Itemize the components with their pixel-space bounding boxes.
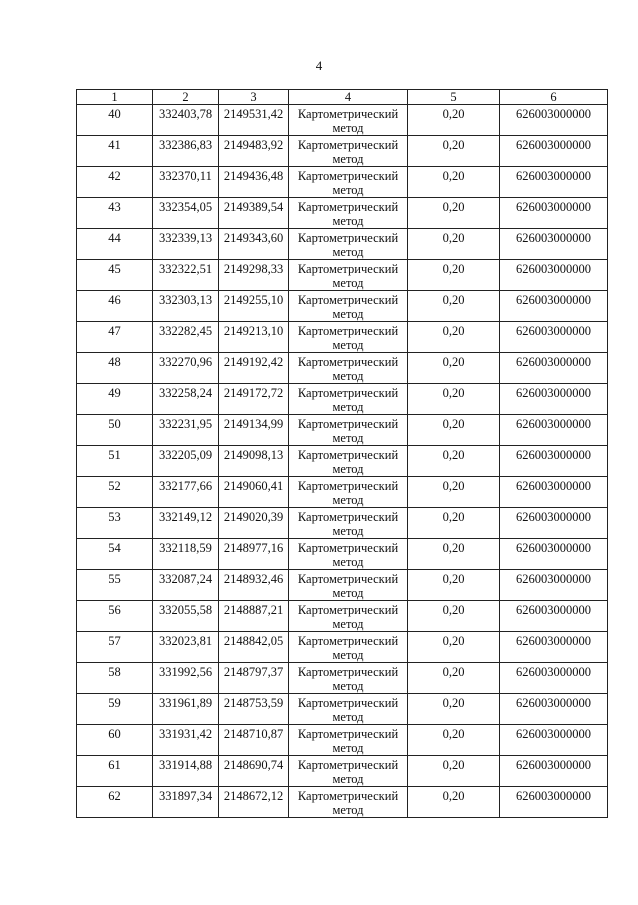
accuracy-cell: 0,20 xyxy=(408,229,500,260)
x-coordinate-cell: 332354,05 xyxy=(153,198,219,229)
header-cell-4: 4 xyxy=(289,90,408,105)
header-row xyxy=(77,90,608,105)
y-coordinate-cell: 2149213,10 xyxy=(219,322,289,353)
table-row xyxy=(77,756,608,787)
code-cell: 626003000000 xyxy=(500,167,608,198)
y-coordinate-cell: 2149060,41 xyxy=(219,477,289,508)
table-row xyxy=(77,601,608,632)
code-cell: 626003000000 xyxy=(500,601,608,632)
code-cell: 626003000000 xyxy=(500,446,608,477)
header-cell-1: 1 xyxy=(77,90,153,105)
accuracy-cell: 0,20 xyxy=(408,322,500,353)
x-coordinate-cell: 332177,66 xyxy=(153,477,219,508)
accuracy-cell: 0,20 xyxy=(408,167,500,198)
method-cell: Картометрический метод xyxy=(289,570,408,601)
code-cell: 626003000000 xyxy=(500,663,608,694)
x-coordinate-cell: 332149,12 xyxy=(153,508,219,539)
y-coordinate-cell: 2149134,99 xyxy=(219,415,289,446)
method-cell: Картометрический метод xyxy=(289,229,408,260)
table-row xyxy=(77,508,608,539)
code-cell: 626003000000 xyxy=(500,291,608,322)
table-row xyxy=(77,136,608,167)
method-cell: Картометрический метод xyxy=(289,322,408,353)
table-row xyxy=(77,198,608,229)
point-number-cell: 43 xyxy=(77,198,153,229)
point-number-cell: 62 xyxy=(77,787,153,818)
table-row xyxy=(77,105,608,136)
method-cell: Картометрический метод xyxy=(289,384,408,415)
code-cell: 626003000000 xyxy=(500,756,608,787)
x-coordinate-cell: 331961,89 xyxy=(153,694,219,725)
y-coordinate-cell: 2149192,42 xyxy=(219,353,289,384)
x-coordinate-cell: 331931,42 xyxy=(153,725,219,756)
y-coordinate-cell: 2149483,92 xyxy=(219,136,289,167)
table-row xyxy=(77,322,608,353)
accuracy-cell: 0,20 xyxy=(408,570,500,601)
code-cell: 626003000000 xyxy=(500,477,608,508)
point-number-cell: 52 xyxy=(77,477,153,508)
page-number: 4 xyxy=(315,58,323,73)
header-cell-3: 3 xyxy=(219,90,289,105)
code-cell: 626003000000 xyxy=(500,136,608,167)
code-cell: 626003000000 xyxy=(500,322,608,353)
method-cell: Картометрический метод xyxy=(289,260,408,291)
accuracy-cell: 0,20 xyxy=(408,756,500,787)
y-coordinate-cell: 2148842,05 xyxy=(219,632,289,663)
point-number-cell: 56 xyxy=(77,601,153,632)
table-row xyxy=(77,570,608,601)
method-cell: Картометрический метод xyxy=(289,415,408,446)
y-coordinate-cell: 2148710,87 xyxy=(219,725,289,756)
method-cell: Картометрический метод xyxy=(289,663,408,694)
accuracy-cell: 0,20 xyxy=(408,601,500,632)
y-coordinate-cell: 2148753,59 xyxy=(219,694,289,725)
y-coordinate-cell: 2149098,13 xyxy=(219,446,289,477)
accuracy-cell: 0,20 xyxy=(408,260,500,291)
point-number-cell: 46 xyxy=(77,291,153,322)
method-cell: Картометрический метод xyxy=(289,601,408,632)
method-cell: Картометрический метод xyxy=(289,632,408,663)
accuracy-cell: 0,20 xyxy=(408,415,500,446)
table-row xyxy=(77,725,608,756)
accuracy-cell: 0,20 xyxy=(408,105,500,136)
x-coordinate-cell: 332055,58 xyxy=(153,601,219,632)
y-coordinate-cell: 2148690,74 xyxy=(219,756,289,787)
method-cell: Картометрический метод xyxy=(289,477,408,508)
method-cell: Картометрический метод xyxy=(289,353,408,384)
y-coordinate-cell: 2148932,46 xyxy=(219,570,289,601)
accuracy-cell: 0,20 xyxy=(408,477,500,508)
point-number-cell: 58 xyxy=(77,663,153,694)
table-row xyxy=(77,446,608,477)
point-number-cell: 45 xyxy=(77,260,153,291)
method-cell: Картометрический метод xyxy=(289,756,408,787)
point-number-cell: 53 xyxy=(77,508,153,539)
code-cell: 626003000000 xyxy=(500,105,608,136)
x-coordinate-cell: 332339,13 xyxy=(153,229,219,260)
table-row xyxy=(77,787,608,818)
code-cell: 626003000000 xyxy=(500,384,608,415)
table-row xyxy=(77,632,608,663)
x-coordinate-cell: 332303,13 xyxy=(153,291,219,322)
point-number-cell: 48 xyxy=(77,353,153,384)
accuracy-cell: 0,20 xyxy=(408,136,500,167)
point-number-cell: 41 xyxy=(77,136,153,167)
point-number-cell: 51 xyxy=(77,446,153,477)
x-coordinate-cell: 332370,11 xyxy=(153,167,219,198)
point-number-cell: 47 xyxy=(77,322,153,353)
table-row xyxy=(77,353,608,384)
x-coordinate-cell: 332087,24 xyxy=(153,570,219,601)
x-coordinate-cell: 332282,45 xyxy=(153,322,219,353)
accuracy-cell: 0,20 xyxy=(408,787,500,818)
point-number-cell: 55 xyxy=(77,570,153,601)
x-coordinate-cell: 332118,59 xyxy=(153,539,219,570)
point-number-cell: 54 xyxy=(77,539,153,570)
method-cell: Картометрический метод xyxy=(289,694,408,725)
accuracy-cell: 0,20 xyxy=(408,725,500,756)
y-coordinate-cell: 2149298,33 xyxy=(219,260,289,291)
x-coordinate-cell: 332258,24 xyxy=(153,384,219,415)
x-coordinate-cell: 332322,51 xyxy=(153,260,219,291)
y-coordinate-cell: 2148977,16 xyxy=(219,539,289,570)
method-cell: Картометрический метод xyxy=(289,446,408,477)
table-row xyxy=(77,260,608,291)
accuracy-cell: 0,20 xyxy=(408,291,500,322)
method-cell: Картометрический метод xyxy=(289,787,408,818)
table-row xyxy=(77,167,608,198)
accuracy-cell: 0,20 xyxy=(408,198,500,229)
x-coordinate-cell: 332205,09 xyxy=(153,446,219,477)
x-coordinate-cell: 332403,78 xyxy=(153,105,219,136)
table-row xyxy=(77,291,608,322)
table-row xyxy=(77,384,608,415)
y-coordinate-cell: 2148672,12 xyxy=(219,787,289,818)
point-number-cell: 49 xyxy=(77,384,153,415)
y-coordinate-cell: 2149172,72 xyxy=(219,384,289,415)
code-cell: 626003000000 xyxy=(500,229,608,260)
accuracy-cell: 0,20 xyxy=(408,694,500,725)
table-row xyxy=(77,539,608,570)
x-coordinate-cell: 331914,88 xyxy=(153,756,219,787)
point-number-cell: 40 xyxy=(77,105,153,136)
accuracy-cell: 0,20 xyxy=(408,446,500,477)
table-row xyxy=(77,415,608,446)
header-cell-2: 2 xyxy=(153,90,219,105)
y-coordinate-cell: 2149436,48 xyxy=(219,167,289,198)
code-cell: 626003000000 xyxy=(500,539,608,570)
table-row xyxy=(77,229,608,260)
code-cell: 626003000000 xyxy=(500,353,608,384)
y-coordinate-cell: 2148887,21 xyxy=(219,601,289,632)
method-cell: Картометрический метод xyxy=(289,198,408,229)
accuracy-cell: 0,20 xyxy=(408,353,500,384)
accuracy-cell: 0,20 xyxy=(408,632,500,663)
point-number-cell: 44 xyxy=(77,229,153,260)
code-cell: 626003000000 xyxy=(500,508,608,539)
point-number-cell: 50 xyxy=(77,415,153,446)
method-cell: Картометрический метод xyxy=(289,539,408,570)
y-coordinate-cell: 2148797,37 xyxy=(219,663,289,694)
header-cell-6: 6 xyxy=(500,90,608,105)
coordinates-table xyxy=(76,89,608,818)
code-cell: 626003000000 xyxy=(500,632,608,663)
accuracy-cell: 0,20 xyxy=(408,663,500,694)
method-cell: Картометрический метод xyxy=(289,136,408,167)
accuracy-cell: 0,20 xyxy=(408,508,500,539)
x-coordinate-cell: 331897,34 xyxy=(153,787,219,818)
x-coordinate-cell: 332231,95 xyxy=(153,415,219,446)
x-coordinate-cell: 331992,56 xyxy=(153,663,219,694)
code-cell: 626003000000 xyxy=(500,570,608,601)
code-cell: 626003000000 xyxy=(500,725,608,756)
point-number-cell: 59 xyxy=(77,694,153,725)
header-cell-5: 5 xyxy=(408,90,500,105)
point-number-cell: 42 xyxy=(77,167,153,198)
accuracy-cell: 0,20 xyxy=(408,539,500,570)
method-cell: Картометрический метод xyxy=(289,291,408,322)
y-coordinate-cell: 2149531,42 xyxy=(219,105,289,136)
table-row xyxy=(77,663,608,694)
x-coordinate-cell: 332386,83 xyxy=(153,136,219,167)
accuracy-cell: 0,20 xyxy=(408,384,500,415)
table-row xyxy=(77,694,608,725)
x-coordinate-cell: 332270,96 xyxy=(153,353,219,384)
point-number-cell: 57 xyxy=(77,632,153,663)
y-coordinate-cell: 2149343,60 xyxy=(219,229,289,260)
point-number-cell: 61 xyxy=(77,756,153,787)
method-cell: Картометрический метод xyxy=(289,508,408,539)
table-row xyxy=(77,477,608,508)
code-cell: 626003000000 xyxy=(500,260,608,291)
code-cell: 626003000000 xyxy=(500,787,608,818)
x-coordinate-cell: 332023,81 xyxy=(153,632,219,663)
method-cell: Картометрический метод xyxy=(289,167,408,198)
table-body xyxy=(77,105,608,818)
code-cell: 626003000000 xyxy=(500,694,608,725)
y-coordinate-cell: 2149255,10 xyxy=(219,291,289,322)
y-coordinate-cell: 2149389,54 xyxy=(219,198,289,229)
method-cell: Картометрический метод xyxy=(289,725,408,756)
y-coordinate-cell: 2149020,39 xyxy=(219,508,289,539)
point-number-cell: 60 xyxy=(77,725,153,756)
method-cell: Картометрический метод xyxy=(289,105,408,136)
code-cell: 626003000000 xyxy=(500,198,608,229)
code-cell: 626003000000 xyxy=(500,415,608,446)
